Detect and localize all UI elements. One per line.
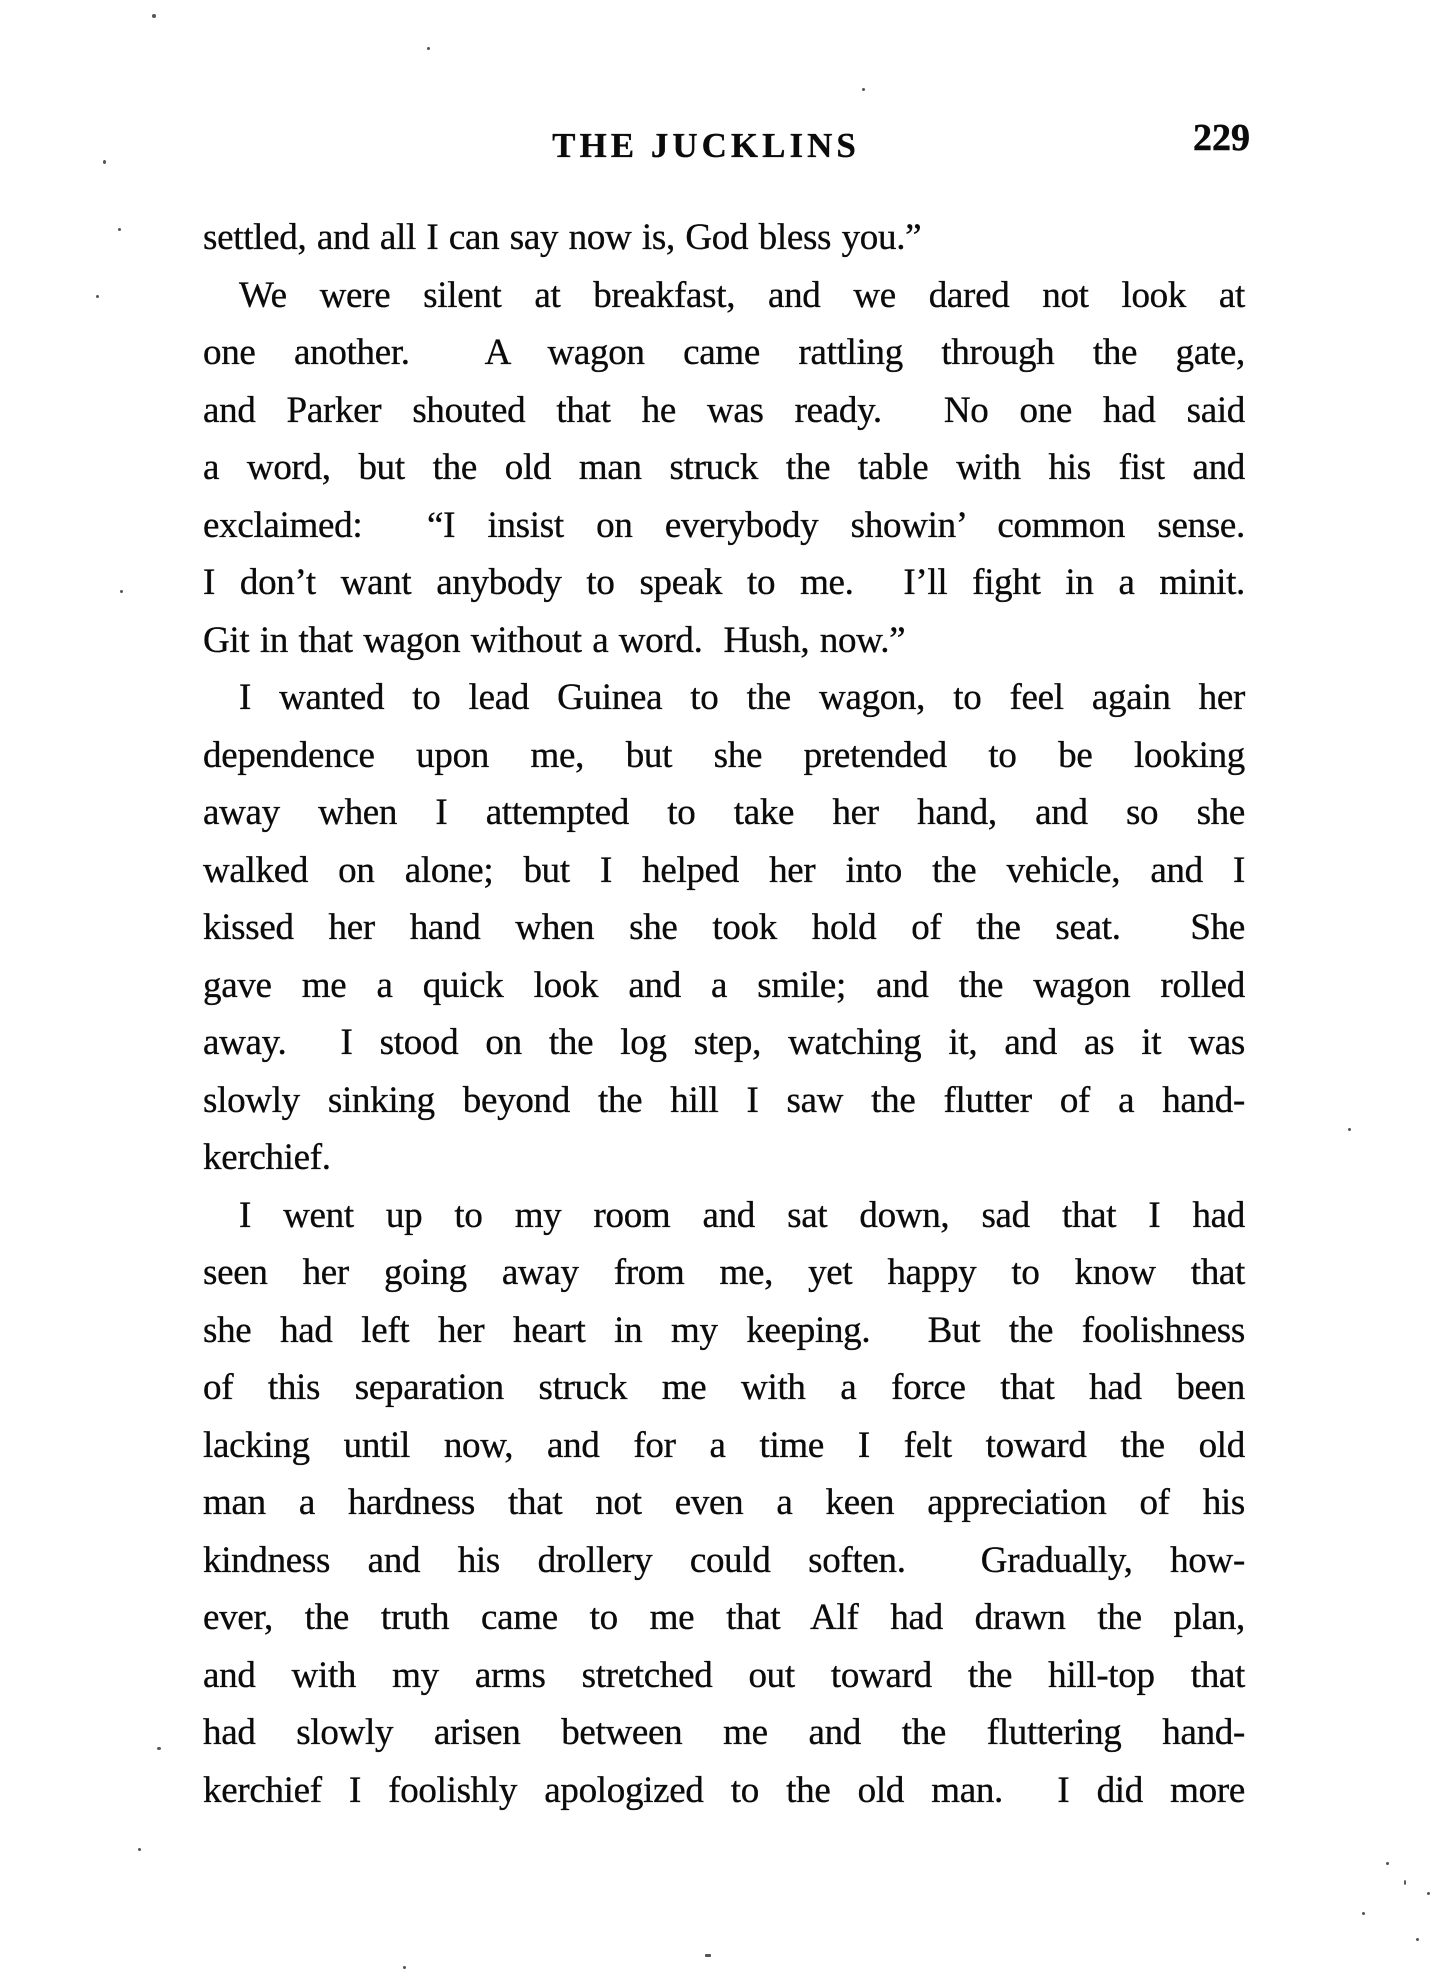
text-line: had slowly arisen between me and the fluttering hand- (203, 1712, 1245, 1753)
text-line: walked on alone; but I helped her into the vehicle, and I (203, 849, 1245, 891)
text-line: I don’t want anybody to speak to me. I’ll fight in a minit. (203, 562, 1245, 603)
scan-speck (862, 88, 865, 91)
text-line: ever, the truth came to me that Alf had drawn the plan, (203, 1597, 1245, 1638)
text-line: seen her going away from me, yet happy to know that (203, 1252, 1245, 1293)
scan-speck (427, 47, 430, 50)
scan-speck (138, 1848, 141, 1851)
running-head-title: THE JUCKLINS (552, 126, 860, 165)
scan-speck (1362, 1912, 1365, 1915)
text-line: kissed her hand when she took hold of the seat. She (203, 907, 1245, 948)
text-line: of this separation struck me with a force that had been (203, 1367, 1245, 1408)
text-line: exclaimed: “I insist on everybody showin’ common sense. (203, 504, 1245, 546)
text-line: dependence upon me, but she pretended to be looking (203, 734, 1245, 776)
scan-speck (103, 160, 106, 164)
scan-speck (1416, 1938, 1419, 1941)
text-line: she had left her heart in my keeping. But the foolishness (203, 1309, 1245, 1351)
text-line: away. I stood on the log step, watching it, and as it was (203, 1022, 1245, 1063)
text-line: kerchief I foolishly apologized to the old man. I did more (203, 1769, 1245, 1811)
text-line: Git in that wagon without a word. Hush, now.” (203, 619, 906, 661)
text-line: kerchief. (203, 1137, 331, 1178)
scan-speck (1386, 1862, 1389, 1865)
text-line: a word, but the old man struck the table with his fist and (203, 447, 1245, 488)
scan-speck (403, 1966, 406, 1969)
scan-speck (1427, 1892, 1430, 1895)
text-line: I went up to my room and sat down, sad that I had (239, 1194, 1245, 1236)
text-line: slowly sinking beyond the hill I saw the flutter of a hand- (203, 1079, 1245, 1121)
text-line: We were silent at breakfast, and we dared not look at (239, 274, 1245, 316)
scan-speck (157, 1747, 161, 1750)
scan-speck (120, 590, 123, 593)
body-text (203, 209, 1245, 1819)
text-line: kindness and his drollery could soften. Gradually, how- (203, 1539, 1245, 1581)
text-line: man a hardness that not even a keen appreciation of his (203, 1482, 1245, 1523)
scan-speck (152, 14, 156, 18)
scan-speck (96, 295, 99, 298)
scan-speck (1348, 1128, 1351, 1131)
text-line: and with my arms stretched out toward the hill-top that (203, 1654, 1245, 1696)
page-number: 229 (1193, 117, 1250, 159)
text-line: I wanted to lead Guinea to the wagon, to feel again her (239, 677, 1245, 718)
text-line: one another. A wagon came rattling through the gate, (203, 332, 1245, 373)
text-line: and Parker shouted that he was ready. No one had said (203, 389, 1245, 431)
text-line: settled, and all I can say now is, God bless you.” (203, 217, 922, 258)
text-line: gave me a quick look and a smile; and the wagon rolled (203, 964, 1245, 1006)
scan-speck (118, 228, 121, 231)
text-line: away when I attempted to take her hand, and so she (203, 792, 1245, 833)
scan-speck (1404, 1880, 1406, 1885)
text-line: lacking until now, and for a time I felt toward the old (203, 1424, 1245, 1466)
scan-speck (705, 1954, 711, 1957)
